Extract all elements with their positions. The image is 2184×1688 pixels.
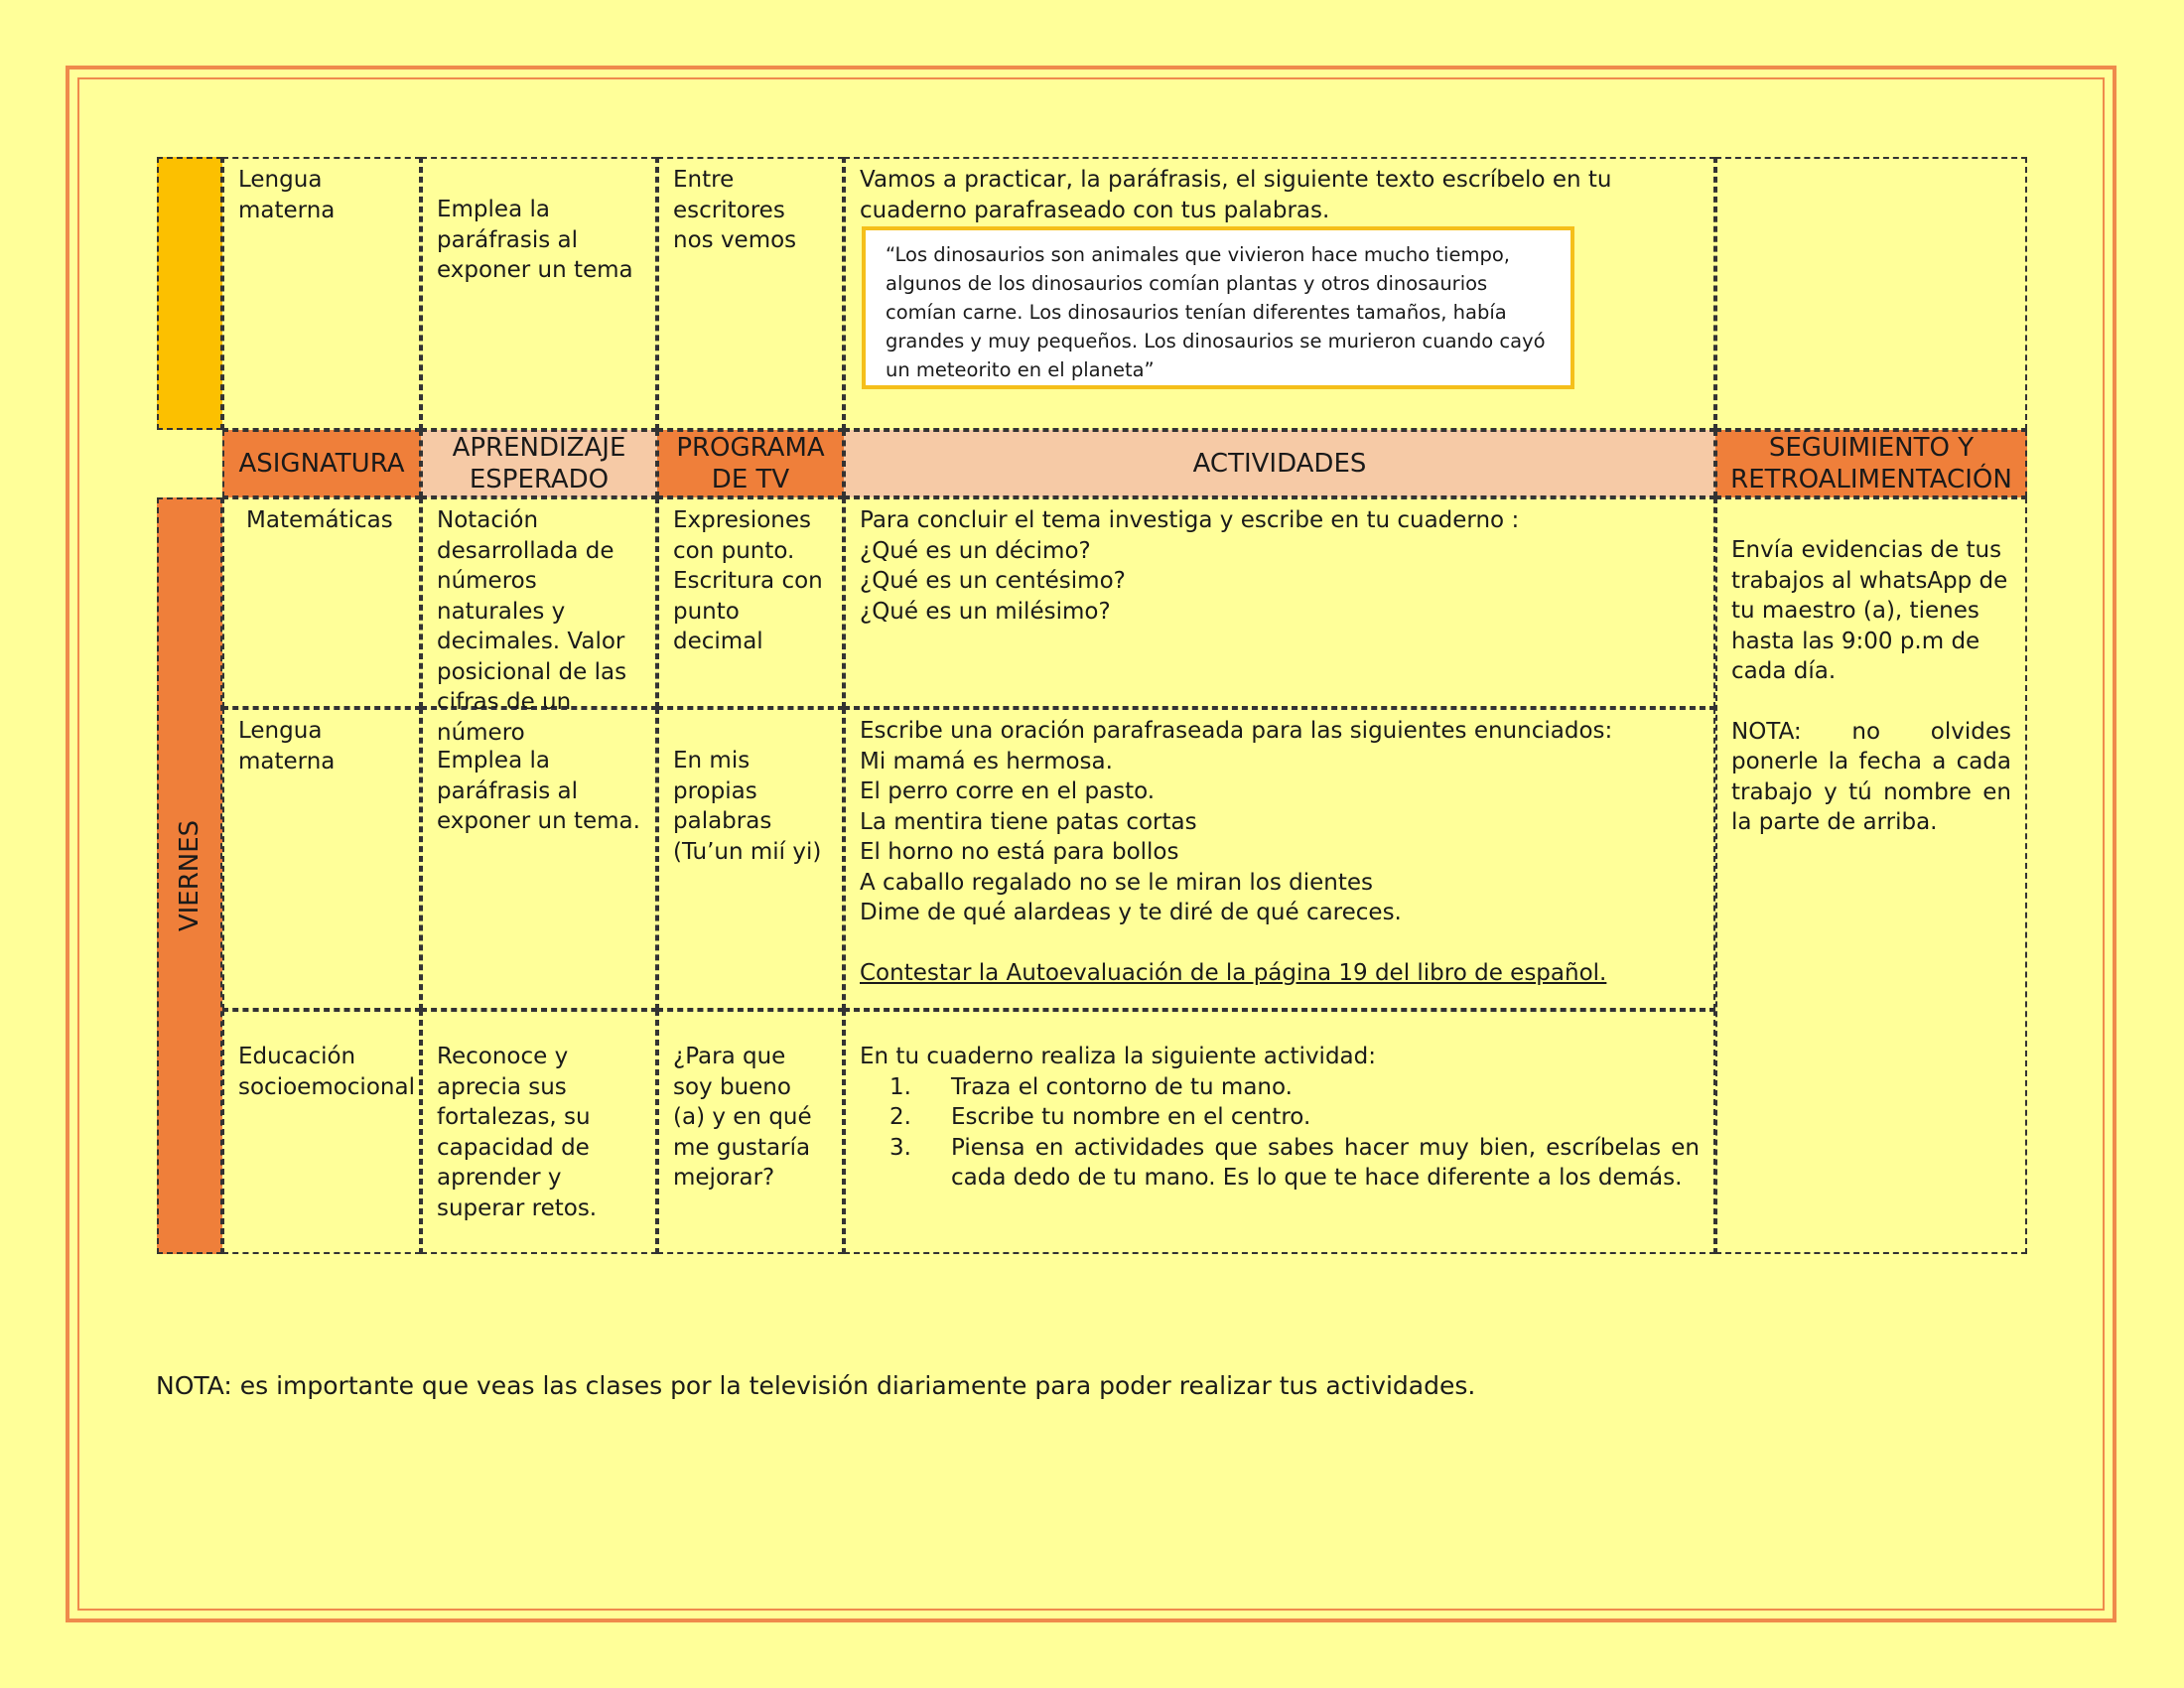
header-followup: SEGUIMIENTO Y RETROALIMENTACIÓN — [1715, 430, 2027, 497]
dinosaur-quote-box — [862, 226, 1574, 389]
row2-activities-cell — [844, 708, 1715, 1010]
row2-subject-cell — [222, 708, 421, 1010]
top-activity-intro: Vamos a practicar, la paráfrasis, el siguiente texto escríbelo en tu cuaderno parafraseado con tus palabras. — [860, 167, 1612, 223]
header-learning: APRENDIZAJE ESPERADO — [421, 430, 657, 497]
self-evaluation-link[interactable]: Contestar la Autoevaluación de la página 19 del libro de español. — [860, 959, 1607, 986]
row1-subject: Matemáticas — [246, 507, 393, 533]
row2-activity-line: Escribe una oración parafraseada para las siguientes enunciados: — [860, 718, 1613, 744]
row2-activity-line: Mi mamá es hermosa. — [860, 748, 1113, 774]
day-bar-previous — [157, 157, 222, 430]
row1-learning: Notación desarrollada de números naturales y decimales. Valor posicional de las cifras de un número — [437, 507, 627, 746]
top-subject: Lengua materna — [238, 167, 336, 223]
row1-activity-line: ¿Qué es un milésimo? — [860, 598, 1111, 625]
top-subject-cell — [222, 157, 421, 430]
top-program: Entre escritores nos vemos — [673, 167, 797, 253]
row1-program: Expresiones con punto. Escritura con punto decimal — [673, 507, 823, 654]
row2-activity-line: El perro corre en el pasto. — [860, 778, 1156, 804]
step-item: 3. Piensa en actividades que sabes hacer muy bien, escríbelas en cada dedo de tu mano. Es lo que te hace diferente a los demás. — [889, 1134, 1700, 1191]
followup-note: NOTA: no olvides ponerle la fecha a cada trabajo y tú nombre en la parte de arriba. — [1731, 718, 2011, 835]
header-subject: ASIGNATURA — [222, 430, 421, 497]
top-learning: Emplea la paráfrasis al exponer un tema — [437, 197, 633, 283]
row2-activity-line: El horno no está para bollos — [860, 839, 1179, 865]
row3-subject: Educación socioemocional — [238, 1044, 415, 1100]
row2-learning: Emplea la paráfrasis al exponer un tema. — [437, 748, 640, 834]
row3-subject-cell — [222, 1010, 421, 1254]
day-bar-viernes — [157, 497, 222, 1254]
header-activities: ACTIVIDADES — [844, 430, 1715, 497]
row2-activity-line: A caballo regalado no se le miran los dientes — [860, 869, 1374, 896]
row3-learning: Reconoce y aprecia sus fortalezas, su capacidad de aprender y superar retos. — [437, 1044, 598, 1221]
dinosaur-quote: “Los dinosaurios son animales que vivieron hace mucho tiempo, algunos de los dinosaurios comían plantas y otros dinosaurios comían carne. Los dinosaurios tenían diferentes tamaños, había grandes y muy pequeños. Los dinosaurios se murieron cuando cayó un meteorito en el planeta” — [886, 243, 1546, 381]
row1-activity-line: Para concluir el tema investiga y escribe en tu cuaderno : — [860, 507, 1520, 533]
row1-subject-cell — [222, 497, 421, 708]
row1-activity-line: ¿Qué es un décimo? — [860, 537, 1091, 564]
step-item: 2. Escribe tu nombre en el centro. — [889, 1104, 1311, 1130]
followup-text: Envía evidencias de tus trabajos al whatsApp de tu maestro (a), tienes hasta las 9:00 p.m de cada día. — [1731, 537, 2008, 684]
row1-activity-line: ¿Qué es un centésimo? — [860, 568, 1126, 594]
row2-program: En mis propias palabras (Tu’un mií yi) — [673, 748, 822, 865]
row1-learning-cell — [421, 497, 657, 746]
footer-note: NOTA: es importante que veas las clases por la televisión diariamente para poder realizar tus actividades. — [156, 1371, 1476, 1400]
top-program-cell — [657, 157, 844, 430]
day-label: VIERNES — [174, 819, 205, 932]
row3-activity-intro: En tu cuaderno realiza la siguiente actividad: — [860, 1044, 1376, 1069]
row2-program-cell — [657, 708, 844, 1010]
row2-activity-line: Dime de qué alardeas y te diré de qué careces. — [860, 900, 1402, 925]
row3-program-cell — [657, 1010, 844, 1254]
row3-learning-cell — [421, 1010, 657, 1254]
row2-activity-line: La mentira tiene patas cortas — [860, 808, 1197, 835]
row3-activities-cell — [844, 1010, 1715, 1254]
step-item: 1. Traza el contorno de tu mano. — [889, 1073, 1293, 1100]
row3-program: ¿Para que soy bueno (a) y en qué me gustaría mejorar? — [673, 1044, 812, 1191]
top-followup-cell — [1715, 157, 2027, 430]
row2-learning-cell — [421, 708, 657, 1010]
row1-program-cell — [657, 497, 844, 708]
top-learning-cell — [421, 157, 657, 430]
header-program: PROGRAMA DE TV — [657, 430, 844, 497]
row1-activities-cell — [844, 497, 1715, 708]
followup-cell — [1715, 497, 2027, 1254]
row2-subject: Lengua materna — [238, 718, 336, 774]
